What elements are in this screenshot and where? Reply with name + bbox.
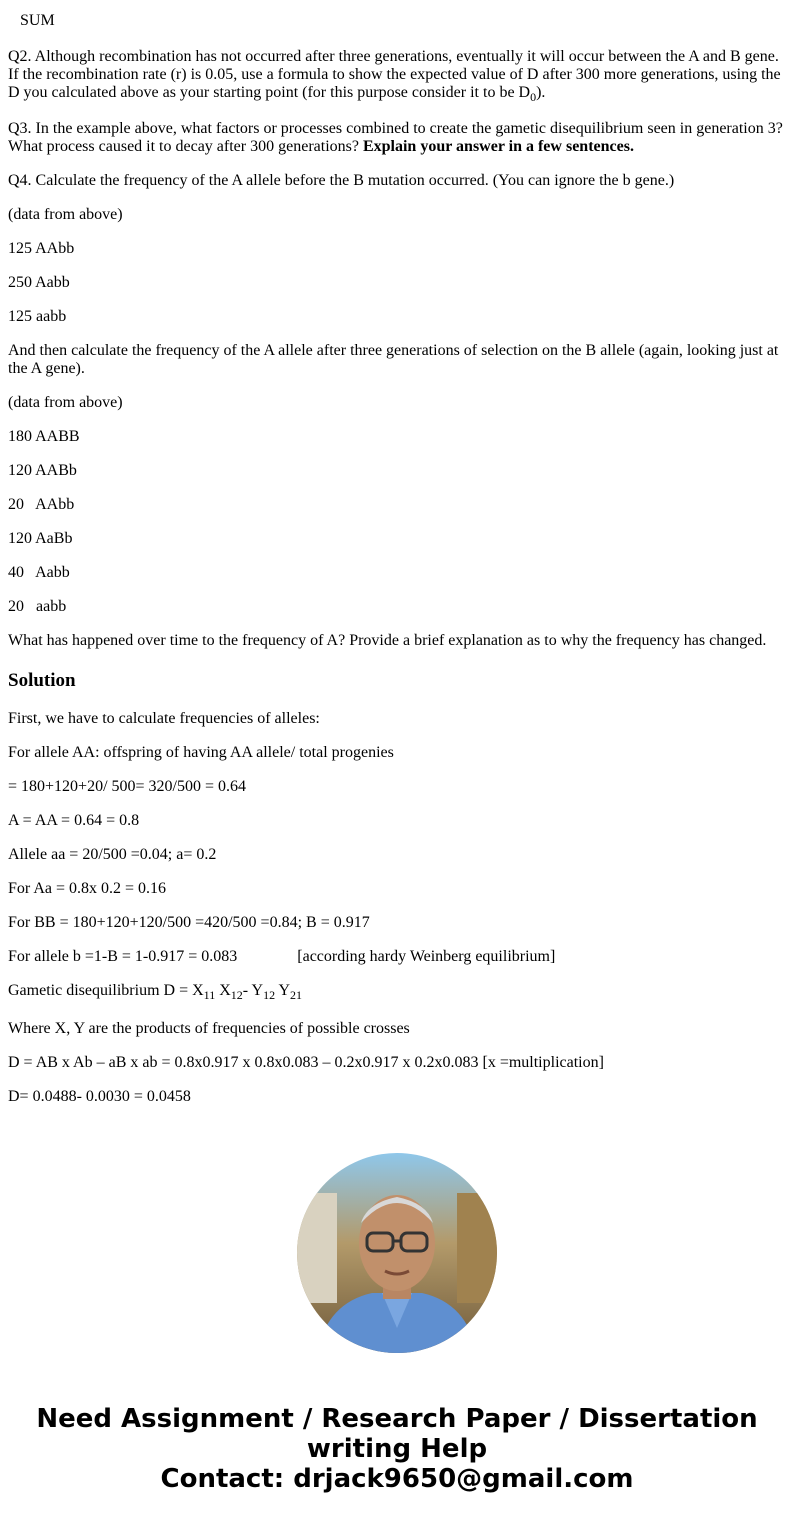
question-3-emphasis: Explain your answer in a few sentences. [362, 138, 634, 155]
solution-line: Where X, Y are the products of frequencies of possible crosses [8, 1020, 410, 1037]
person-portrait-icon [297, 1153, 497, 1353]
data-row: 250 Aabb [8, 274, 70, 291]
question-4-followup: And then calculate the frequency of the A allele after three generations of selection on the B allele (again, looking just at the A gene). [8, 342, 779, 377]
solution-line: For BB = 180+120+120/500 =420/500 =0.84; B = 0.917 [8, 914, 370, 931]
data-label: (data from above) [8, 206, 123, 223]
footer-line: writing Help [306, 1434, 488, 1464]
solution-line: A = AA = 0.64 = 0.8 [8, 812, 140, 829]
solution-line: D= 0.0488- 0.0030 = 0.0458 [8, 1088, 191, 1105]
question-4: Q4. Calculate the frequency of the A allele before the B mutation occurred. (You can ignore the b gene.) [8, 172, 675, 189]
solution-line: D = AB x Ab – aB x ab = 0.8x0.917 x 0.8x0.083 – 0.2x0.917 x 0.2x0.083 [x =multiplication] [8, 1054, 604, 1071]
data-row: 20 AAbb [8, 496, 75, 513]
data-row: 40 Aabb [8, 564, 70, 581]
gametic-formula: Gametic disequilibrium $D = X_{11}$ $X_{12}-$ $Y_{12}$ $Y_{21}$ [8, 982, 303, 1002]
solution-line: = 180+120+20/ 500= 320/500 = 0.64 [8, 778, 247, 795]
question-3: Q3. In the example above, what factors or processes combined to create the gametic disequilibrium seen in generation 3? What process caused it to decay after 300 generations? Explain your answer in a few sentences. [8, 120, 783, 155]
data-label: (data from above) [8, 394, 123, 411]
sum-label: SUM [20, 12, 55, 29]
data-row: 125 AAbb [8, 240, 75, 257]
data-row: 180 AABB [8, 428, 80, 445]
solution-heading: Solution [8, 670, 76, 691]
question-4-final: What has happened over time to the frequency of A? Provide a brief explanation as to why the frequency has changed. [8, 632, 767, 649]
data-row: 120 AABb [8, 462, 77, 479]
question-2: Q2. Although recombination has not occurred after three generations, eventually it will occur between the A and B gene. If the recombination rate (r) is 0.05, use a formula to show the expected value of D after 300 more generations, using the D you calculated above as your starting point (for this purpose consider it to be $D_0$). [8, 48, 781, 104]
solution-line: For allele b =1-B = 1-0.917 = 0.083 [according hardy Weinberg equilibrium] [8, 948, 556, 965]
solution-line: For allele AA: offspring of having AA allele/ total progenies [8, 744, 394, 761]
data-row: 120 AaBb [8, 530, 73, 547]
footer-line: Need Assignment / Research Paper / Dissertation [36, 1404, 758, 1434]
data-row: 125 aabb [8, 308, 67, 325]
promo-footer [0, 1404, 794, 1494]
contact-email: Contact: drjack9650@gmail.com [160, 1464, 634, 1494]
solution-line: Allele aa = 20/500 =0.04; a= 0.2 [8, 846, 217, 863]
author-photo [297, 1153, 497, 1353]
solution-line: For Aa = 0.8x 0.2 = 0.16 [8, 880, 167, 897]
data-row: 20 aabb [8, 598, 67, 615]
solution-line: First, we have to calculate frequencies of alleles: [8, 710, 320, 727]
